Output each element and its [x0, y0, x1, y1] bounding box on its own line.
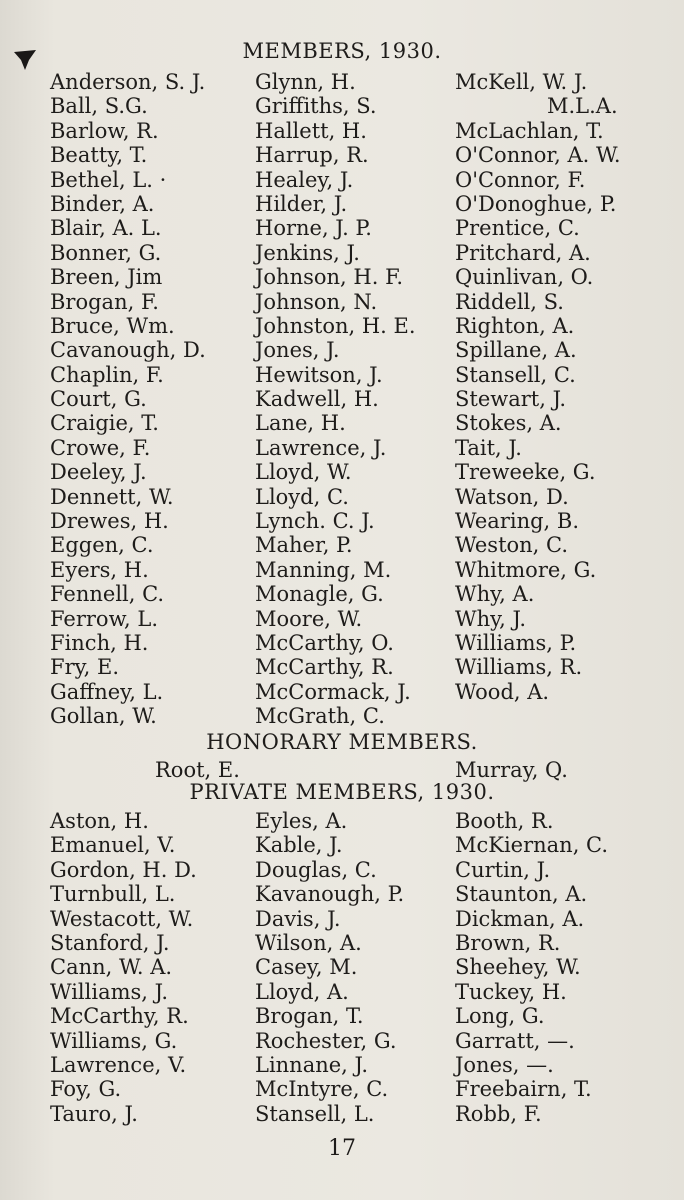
- members-column-1: [50, 70, 255, 729]
- member-entry: Breen, Jim: [50, 265, 163, 290]
- private-member-entry: Williams, G.: [50, 1028, 178, 1053]
- member-entry: Hilder, J.: [255, 191, 348, 216]
- private-member-entry: Staunton, A.: [455, 882, 588, 907]
- private-member-entry: Douglas, C.: [255, 857, 377, 882]
- member-entry: Stewart, J.: [455, 387, 567, 412]
- member-entry: Lynch. C. J.: [255, 509, 375, 534]
- private-member-entry: Stanford, J.: [50, 930, 170, 955]
- private-member-entry: Tauro, J.: [50, 1101, 138, 1126]
- private-member-entry: Linnane, J.: [255, 1052, 368, 1077]
- private-member-entry: Kable, J.: [255, 833, 343, 858]
- member-entry: Monagle, G.: [255, 582, 384, 607]
- member-entry: Ferrow, L.: [50, 606, 159, 631]
- private-member-entry: Jones, —.: [455, 1052, 554, 1077]
- member-entry: Stansell, C.: [455, 362, 576, 387]
- member-entry: Manning, M.: [255, 557, 392, 582]
- member-entry: Bonner, G.: [50, 240, 162, 265]
- member-entry: Wood, A.: [455, 679, 550, 704]
- member-entry: Brogan, F.: [50, 289, 159, 314]
- private-member-entry: Booth, R.: [455, 809, 554, 833]
- member-entry: Horne, J. P.: [255, 216, 372, 241]
- member-entry: Williams, P.: [455, 630, 577, 655]
- member-entry: Whitmore, G.: [455, 557, 597, 582]
- member-entry: Chaplin, F.: [50, 362, 164, 387]
- member-entry: Wearing, B.: [455, 509, 580, 534]
- member-entry: Fry, E.: [50, 655, 120, 680]
- member-entry: Lloyd, C.: [255, 484, 349, 509]
- member-entry: McCormack, J.: [255, 679, 411, 704]
- member-entry: Treweeke, G.: [455, 460, 596, 485]
- member-entry: Hewitson, J.: [255, 362, 383, 387]
- member-entry: Moore, W.: [255, 606, 363, 631]
- private-member-entry: Davis, J.: [255, 906, 341, 931]
- member-entry: Righton, A.: [455, 313, 575, 338]
- private-member-entry: Lawrence, V.: [50, 1052, 187, 1077]
- member-entry: Lane, H.: [255, 411, 346, 436]
- member-entry: Finch, H.: [50, 630, 149, 655]
- member-entry: Riddell, S.: [455, 289, 564, 314]
- member-entry: O'Connor, F.: [455, 167, 586, 192]
- member-entry: Weston, C.: [455, 533, 569, 558]
- private-member-entry: Wilson, A.: [255, 930, 362, 955]
- member-entry: Court, G.: [50, 387, 147, 412]
- member-entry: Stokes, A.: [455, 411, 562, 436]
- private-member-entry: Freebairn, T.: [455, 1077, 592, 1102]
- member-entry: Jenkins, J.: [255, 240, 360, 265]
- private-member-entry: Turnbull, L.: [50, 882, 176, 907]
- member-entry: Binder, A.: [50, 191, 155, 216]
- member-entry: Drewes, H.: [50, 509, 169, 534]
- private-members-list: [50, 809, 670, 1126]
- private-member-entry: Eyles, A.: [255, 809, 348, 833]
- private-member-entry: McKiernan, C.: [455, 833, 609, 858]
- private-member-entry: McCarthy, R.: [50, 1004, 189, 1029]
- member-entry: Deeley, J.: [50, 460, 147, 485]
- private-member-entry: Long, G.: [455, 1004, 545, 1029]
- members-list: [50, 70, 670, 729]
- member-entry: McCarthy, R.: [255, 655, 394, 680]
- member-entry: Kadwell, H.: [255, 387, 379, 412]
- member-entry: McGrath, C.: [255, 704, 385, 729]
- member-entry: Jones, J.: [255, 338, 340, 363]
- members-column-2: [255, 70, 455, 729]
- member-entry: Barlow, R.: [50, 118, 159, 143]
- member-entry: Glynn, H.: [255, 70, 356, 94]
- member-entry: Quinlivan, O.: [455, 265, 594, 290]
- member-title-suffix: M.L.A.: [547, 94, 618, 119]
- member-entry: Pritchard, A.: [455, 240, 591, 265]
- private-member-entry: Westacott, W.: [50, 906, 194, 931]
- member-entry: Lawrence, J.: [255, 435, 387, 460]
- member-entry: McCarthy, O.: [255, 630, 394, 655]
- member-entry: Prentice, C.: [455, 216, 580, 241]
- member-entry: Johnson, N.: [255, 289, 378, 314]
- private-member-entry: Williams, J.: [50, 979, 169, 1004]
- member-entry: Eyers, H.: [50, 557, 149, 582]
- private-member-entry: Stansell, L.: [255, 1101, 375, 1126]
- private-member-entry: Tuckey, H.: [455, 979, 567, 1004]
- member-entry: Griffiths, S.: [255, 94, 377, 119]
- member-entry: Harrup, R.: [255, 143, 369, 168]
- member-entry: Williams, R.: [455, 655, 583, 680]
- private-column-3: [455, 809, 670, 1126]
- page-number: 17: [328, 1136, 356, 1161]
- member-entry: Cavanough, D.: [50, 338, 206, 363]
- member-entry: Anderson, S. J.: [50, 70, 206, 94]
- member-entry: Gollan, W.: [50, 704, 157, 729]
- honorary-member: Murray, Q.: [455, 758, 568, 782]
- member-entry: Craigie, T.: [50, 411, 159, 436]
- member-entry: Spillane, A.: [455, 338, 577, 363]
- member-entry: Johnson, H. F.: [255, 265, 404, 290]
- member-entry: O'Donoghue, P.: [455, 191, 617, 216]
- member-entry: Hallett, H.: [255, 118, 367, 143]
- member-entry: Lloyd, W.: [255, 460, 352, 485]
- private-member-entry: Aston, H.: [50, 809, 149, 833]
- member-entry: Ball, S.G.: [50, 94, 148, 119]
- member-entry: Dennett, W.: [50, 484, 174, 509]
- private-member-entry: Garratt, —.: [455, 1028, 575, 1053]
- member-entry: Crowe, F.: [50, 435, 151, 460]
- members-heading: MEMBERS, 1930.: [242, 39, 442, 63]
- private-member-entry: Casey, M.: [255, 955, 358, 980]
- private-column-1: [50, 809, 255, 1126]
- private-member-entry: Foy, G.: [50, 1077, 122, 1102]
- member-entry: Tait, J.: [455, 435, 522, 460]
- member-entry: Fennell, C.: [50, 582, 165, 607]
- member-entry: Maher, P.: [255, 533, 353, 558]
- private-column-2: [255, 809, 455, 1126]
- private-member-entry: Brogan, T.: [255, 1004, 364, 1029]
- private-member-entry: Rochester, G.: [255, 1028, 397, 1053]
- private-member-entry: Curtin, J.: [455, 857, 551, 882]
- member-entry: Beatty, T.: [50, 143, 148, 168]
- private-member-entry: Robb, F.: [455, 1101, 542, 1126]
- member-entry: O'Connor, A. W.: [455, 143, 621, 168]
- private-member-entry: Cann, W. A.: [50, 955, 173, 980]
- private-member-entry: Sheehey, W.: [455, 955, 581, 980]
- member-entry: Bethel, L. ·: [50, 167, 167, 192]
- private-member-entry: Kavanough, P.: [255, 882, 405, 907]
- member-entry: Eggen, C.: [50, 533, 154, 558]
- member-entry: Watson, D.: [455, 484, 569, 509]
- member-entry: Healey, J.: [255, 167, 354, 192]
- member-entry: McKell, W. J.: [455, 70, 588, 94]
- members-column-3: [455, 70, 670, 729]
- member-entry: Blair, A. L.: [50, 216, 162, 241]
- private-member-entry: Dickman, A.: [455, 906, 585, 931]
- honorary-heading: HONORARY MEMBERS.: [206, 730, 478, 754]
- private-heading: PRIVATE MEMBERS, 1930.: [189, 780, 495, 804]
- member-entry: Why, J.: [455, 606, 526, 631]
- member-entry: Why, A.: [455, 582, 535, 607]
- private-member-entry: McIntyre, C.: [255, 1077, 389, 1102]
- private-member-entry: Brown, R.: [455, 930, 561, 955]
- member-entry: Gaffney, L.: [50, 679, 164, 704]
- member-entry: Bruce, Wm.: [50, 313, 175, 338]
- honorary-member: Root, E.: [155, 758, 240, 782]
- private-member-entry: Gordon, H. D.: [50, 857, 197, 882]
- member-entry: McLachlan, T.: [455, 118, 604, 143]
- member-entry: Johnston, H. E.: [255, 313, 416, 338]
- private-member-entry: Lloyd, A.: [255, 979, 349, 1004]
- private-member-entry: Emanuel, V.: [50, 833, 176, 858]
